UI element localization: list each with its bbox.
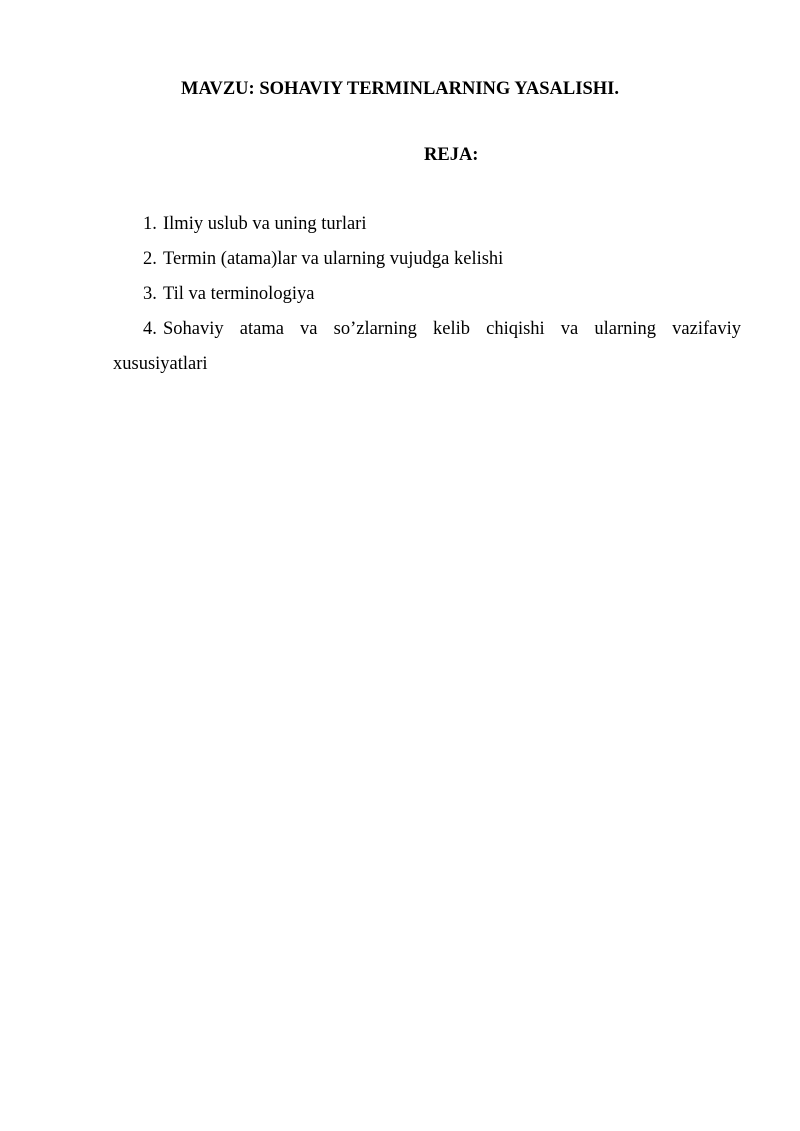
document-title: MAVZU: SOHAVIY TERMINLARNING YASALISHI. (181, 79, 619, 99)
plan-item-number: 2. (143, 249, 157, 269)
plan-item-1 (113, 207, 741, 242)
plan-heading: REJA: (424, 145, 479, 165)
plan-item-2 (113, 242, 741, 277)
plan-list (113, 207, 741, 382)
plan-item-text: Ilmiy uslub va uning turlari (163, 214, 367, 234)
plan-item-text: Til va terminologiya (163, 284, 315, 304)
plan-item-text: Termin (atama)lar va ularning vujudga kelishi (163, 249, 504, 269)
plan-item-3 (113, 277, 741, 312)
plan-item-number: 3. (143, 284, 157, 304)
plan-item-number: 4. (143, 319, 157, 339)
plan-item-text: Sohaviy atama va so’zlarning kelib chiqishi va ularning vazifaviy xususiyatlari (113, 319, 741, 374)
plan-item-4 (113, 312, 741, 382)
plan-item-number: 1. (143, 214, 157, 234)
